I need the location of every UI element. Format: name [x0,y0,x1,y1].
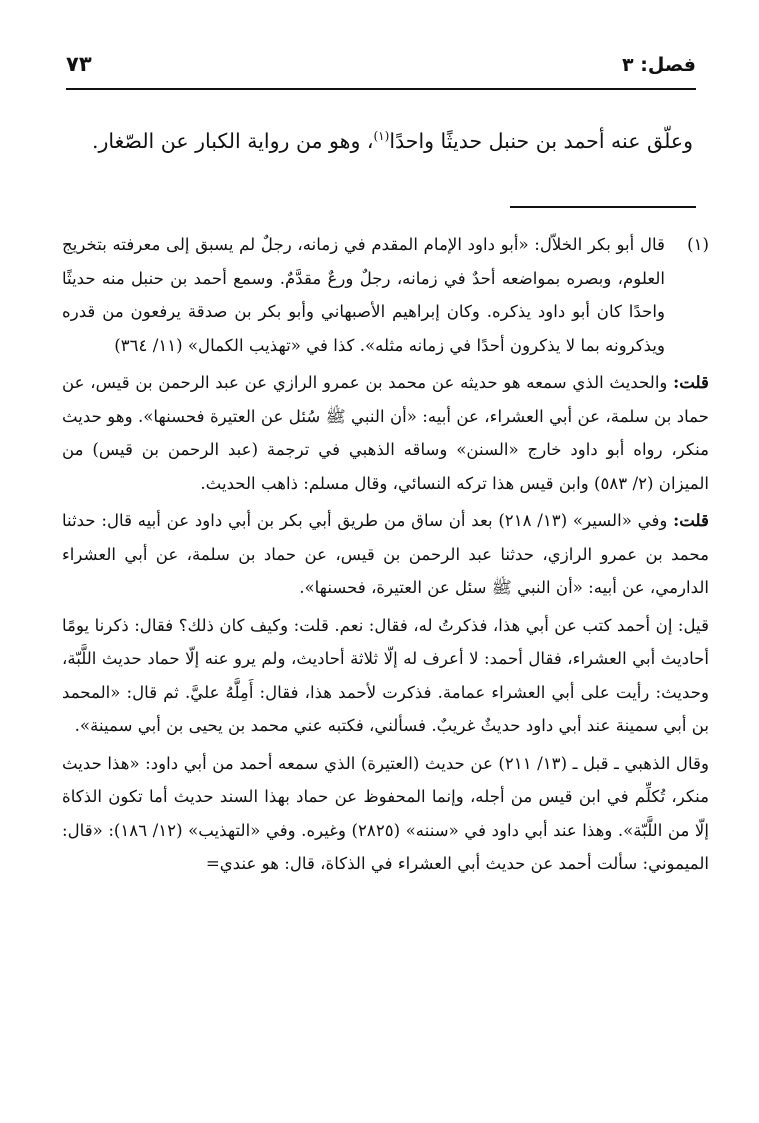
qultu-label: قلت: [673,510,709,530]
section-title: فصل: ٣ [622,54,696,76]
qultu-label: قلت: [673,372,709,392]
footnote-paragraph-5 [62,747,709,881]
page-header [66,48,696,90]
main-text-part1: وعلّق عنه أحمد بن حنبل حديثًا واحدًا [389,128,693,153]
footnote-text-3: وفي «السير» (١٣/ ٢١٨) بعد أن ساق من طريق أبي بكر بن أبي داود عن أبيه قال: حدثنا محمد بن عمرو الرازي، حدثنا عبد الرحمن بن قيس، عن حماد بن سلمة، عن أبي العشراء الدارمي، عن أبيه: «أن النبي ﷺ سئل عن العتيرة، فحسنها». [62,511,709,597]
footnote-text-1: قال أبو بكر الخلاّل: «أبو داود الإمام المقدم في زمانه، رجلٌ لم يسبق إلى معرفته بتخريج العلوم، وبصره بمواضعه أحدٌ في زمانه، رجلٌ ورعٌ مقدَّمٌ. وسمع أحمد بن حنبل منه حديثًا واحدًا كان أبو داود يذكره. وكان إبراهيم الأصبهاني وأبو بكر بن صدقة يرفعون من قدره ويذكرونه بما لا يذكرون أحدًا في زمانه مثله». كذا في «تهذيب الكمال» (١١/ ٣٦٤) [62,235,665,355]
footnote-reference: (١) [373,129,390,143]
main-text-part2: ، وهو من رواية الكبار عن الصّغار. [91,128,374,153]
footnote-paragraph-2 [62,366,709,500]
footnote-paragraph-4 [62,609,709,743]
footnote-text-2: والحديث الذي سمعه هو حديثه عن محمد بن عمرو الرازي عن عبد الرحمن بن قيس، عن حماد بن سلمة، عن أبي العشراء، عن أبيه: «أن النبي ﷺ سُئل عن العتيرة فحسنها». وهو حديث منكر، رواه أبو داود خارج «السنن» وساقه الذهبي في ترجمة (عبد الرحمن بن قيس) من الميزان (٢/ ٥٨٣) وابن قيس هذا تركه النسائي، وقال مسلم: ذاهب الحديث. [62,373,709,493]
footnote-number: (١) [687,235,709,254]
footnotes [62,228,709,885]
footnote-text-4: قيل: إن أحمد كتب عن أبي هذا، فذكرتُ له، فقال: نعم. قلت: وكيف كان ذلك؟ فقال: ذكرنا يومًا أحاديث أبي العشراء، فقال أحمد: لا أعرف له إلّا ثلاثة أحاديث، ولم يرو عنه إلّا حماد حديث اللَّبّة، وحديث: رأيت على أبي العشراء عمامة. فذكرت لأحمد هذا، فقال: أَمِلَّهُ عليَّ. ثم قال: «المحمد بن أبي سمينة عند أبي داود حديثٌ غريبٌ. فسألني، فكتبه عني محمد بن يحيى بن أبي سمينة». [62,615,709,735]
footnote-paragraph-1 [62,228,709,362]
main-paragraph [60,110,693,167]
footnote-text-5: وقال الذهبي ـ قبل ـ (١٣/ ٢١١) عن حديث (العتيرة) الذي سمعه أحمد من أبي داود: «هذا حديث منكر، تُكلِّم في ابن قيس من أجله، وإنما المحفوظ عن حماد بهذا السند حديث أما تكون الذكاة إلّا من اللَّبّة». وهذا عند أبي داود في «سننه» (٢٨٢٥) وغيره. وفي «التهذيب» (١٢/ ١٨٦): «قال: الميموني: سألت أحمد عن حديث أبي العشراء في الذكاة، قال: هو عندي= [62,753,709,873]
footnote-paragraph-3 [62,504,709,605]
page-number: ٧٣ [66,52,92,76]
footnote-separator [510,206,696,208]
